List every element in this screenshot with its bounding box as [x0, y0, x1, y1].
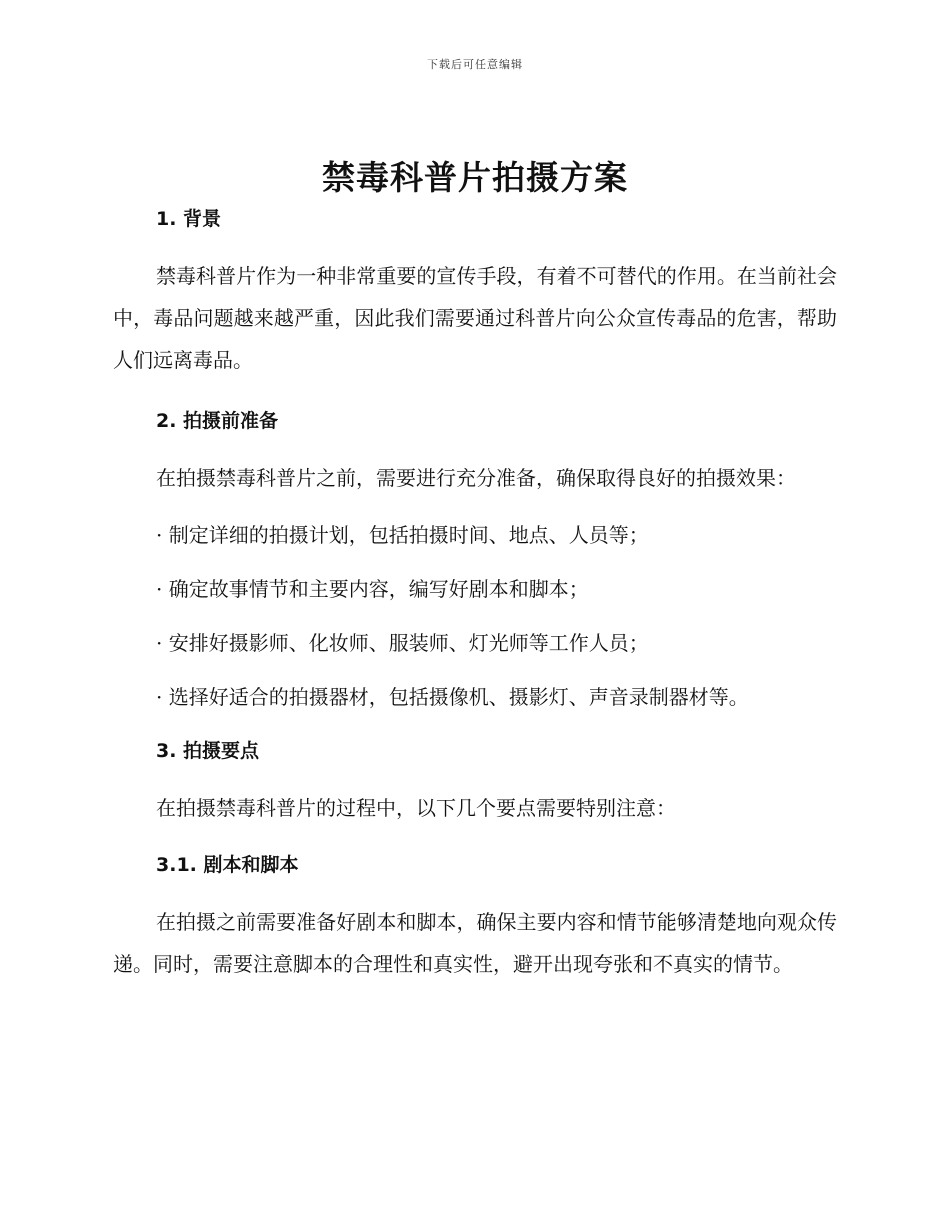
list-item: · 选择好适合的拍摄器材，包括摄像机、摄影灯、声音录制器材等。 [156, 685, 749, 709]
section-heading-script: 3.1. 剧本和脚本 [156, 854, 299, 876]
section-heading-key-points: 3. 拍摄要点 [156, 740, 260, 762]
paragraph-background: 禁毒科普片作为一种非常重要的宣传手段，有着不可替代的作用。在当前社会中，毒品问题越来越严重，因此我们需要通过科普片向公众宣传毒品的危害，帮助人们远离毒品。 [113, 264, 837, 372]
list-item: · 确定故事情节和主要内容，编写好剧本和脚本； [156, 577, 589, 601]
paragraph-key-points: 在拍摄禁毒科普片的过程中，以下几个要点需要特别注意： [156, 796, 676, 820]
section-heading-preparation: 2. 拍摄前准备 [156, 410, 279, 432]
list-item: · 制定详细的拍摄计划，包括拍摄时间、地点、人员等； [156, 523, 649, 547]
document-title: 禁毒科普片拍摄方案 [322, 158, 628, 197]
section-heading-background: 1. 背景 [156, 208, 222, 230]
header-note: 下载后可任意编辑 [427, 58, 523, 71]
list-item: · 安排好摄影师、化妆师、服装师、灯光师等工作人员； [156, 631, 649, 655]
paragraph-script: 在拍摄之前需要准备好剧本和脚本，确保主要内容和情节能够清楚地向观众传递。同时，需要注意脚本的合理性和真实性，避开出现夸张和不真实的情节。 [113, 910, 837, 976]
paragraph-preparation: 在拍摄禁毒科普片之前，需要进行充分准备，确保取得良好的拍摄效果： [156, 466, 796, 490]
document-body [113, 205, 837, 985]
